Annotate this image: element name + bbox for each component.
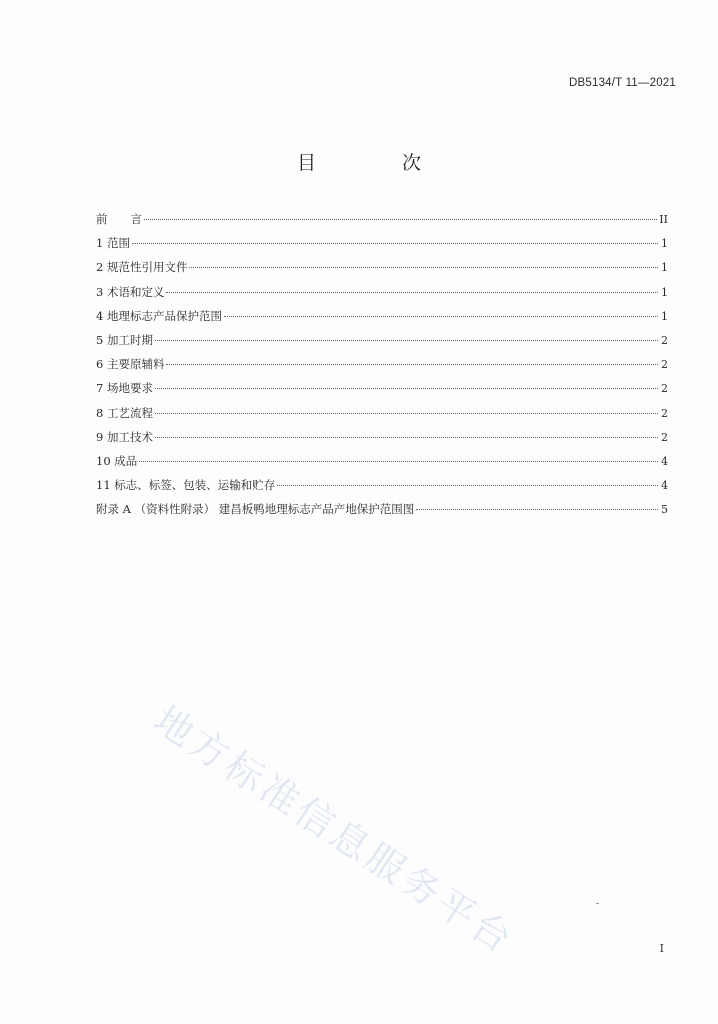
toc-entry-8[interactable] bbox=[96, 401, 668, 425]
page-number: I bbox=[659, 942, 664, 955]
toc-entry-1[interactable] bbox=[96, 231, 668, 255]
toc-leader-dots bbox=[132, 243, 658, 244]
page-title: 目 次 bbox=[296, 152, 462, 174]
toc-entry-page: 2 bbox=[661, 382, 668, 396]
toc-entry-appendix-a[interactable] bbox=[96, 497, 668, 521]
toc-entry-label: 11 标志、标签、包装、运输和贮存 bbox=[96, 478, 276, 493]
toc-entry-page: 2 bbox=[661, 406, 668, 420]
toc-leader-dots bbox=[155, 437, 658, 438]
toc-entry-10[interactable] bbox=[96, 449, 668, 473]
toc-entry-label: 前 言 bbox=[96, 212, 142, 226]
toc-entry-page: 2 bbox=[661, 333, 668, 347]
scan-speck bbox=[596, 903, 599, 904]
toc-entry-label: 3 术语和定义 bbox=[96, 284, 165, 299]
toc-leader-dots bbox=[155, 340, 658, 341]
standard-code: DB5134/T 11—2021 bbox=[569, 77, 676, 89]
toc-leader-dots bbox=[224, 316, 658, 317]
toc-entry-4[interactable] bbox=[96, 304, 668, 328]
toc-entry-6[interactable] bbox=[96, 352, 668, 376]
toc-entry-label: 1 范围 bbox=[96, 236, 130, 251]
toc-leader-dots bbox=[155, 413, 658, 414]
toc-leader-dots bbox=[416, 509, 658, 510]
table-of-contents bbox=[96, 207, 668, 521]
toc-leader-dots bbox=[166, 292, 658, 293]
watermark-text: 地方标准信息服务平台 bbox=[146, 697, 523, 964]
toc-entry-label: 6 主要原辅料 bbox=[96, 357, 165, 372]
toc-entry-page: 4 bbox=[661, 479, 668, 493]
toc-entry-label: 7 场地要求 bbox=[96, 381, 153, 396]
toc-entry-9[interactable] bbox=[96, 425, 668, 449]
toc-entry-page: 1 bbox=[661, 261, 668, 275]
toc-leader-dots bbox=[144, 219, 657, 220]
toc-entry-label: 8 工艺流程 bbox=[96, 405, 153, 420]
toc-entry-page: 2 bbox=[661, 358, 668, 372]
toc-entry-page: 5 bbox=[661, 503, 668, 517]
toc-leader-dots bbox=[139, 461, 658, 462]
toc-entry-label: 10 成品 bbox=[96, 453, 138, 468]
toc-entry-label: 4 地理标志产品保护范围 bbox=[96, 308, 222, 323]
toc-entry-5[interactable] bbox=[96, 328, 668, 352]
toc-entry-label: 附录 A （资料性附录） 建昌板鸭地理标志产品产地保护范围图 bbox=[96, 502, 415, 517]
toc-entry-page: 4 bbox=[661, 454, 668, 468]
toc-leader-dots bbox=[189, 267, 658, 268]
toc-entry-label: 5 加工时期 bbox=[96, 332, 153, 347]
toc-entry-label: 9 加工技术 bbox=[96, 429, 153, 444]
toc-entry-2[interactable] bbox=[96, 255, 668, 279]
toc-leader-dots bbox=[277, 485, 658, 486]
toc-entry-7[interactable] bbox=[96, 376, 668, 400]
toc-entry-page: II bbox=[659, 213, 668, 226]
toc-entry-page: 2 bbox=[661, 430, 668, 444]
toc-leader-dots bbox=[166, 364, 658, 365]
toc-entry-page: 1 bbox=[661, 309, 668, 323]
toc-entry-page: 1 bbox=[661, 285, 668, 299]
toc-entry-11[interactable] bbox=[96, 473, 668, 497]
toc-entry-foreword[interactable] bbox=[96, 207, 668, 231]
toc-entry-3[interactable] bbox=[96, 280, 668, 304]
toc-leader-dots bbox=[155, 388, 658, 389]
toc-entry-label: 2 规范性引用文件 bbox=[96, 260, 188, 275]
toc-entry-page: 1 bbox=[661, 237, 668, 251]
